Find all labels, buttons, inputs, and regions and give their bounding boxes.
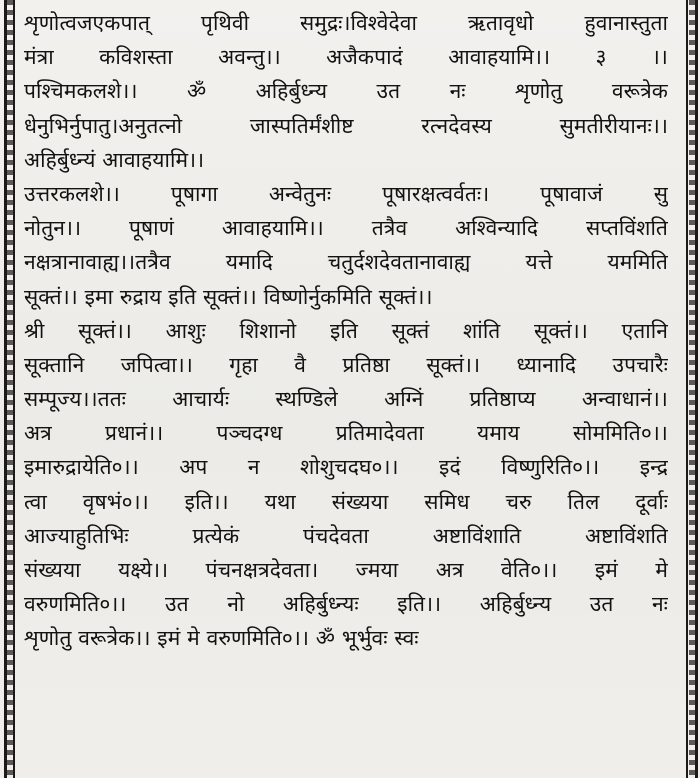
right-decorative-border [684,0,700,778]
left-decorative-border [4,0,18,778]
text-line-3: पश्चिमकलशे।। ॐ अहिर्बुध्न्य उत नः शृणोतु वरूत्रेक [24,79,668,104]
text-line-16: आज्याहुतिभिः प्रत्येकं पंचदेवता अष्टाविंशाति अष्टाविंशति [24,523,668,548]
text-line-10: श्री सूक्तं।। आशुः शिशानो इति सूक्तं शांति सूक्तं।। एतानि [24,318,668,343]
sanskrit-text-block [24,6,668,776]
text-line-6: उत्तरकलशे।। पूषागा अन्वेतुनः पूषारक्षत्वर्वतः। पूषावाजं सु [24,181,668,206]
text-line-12: सम्पूज्य।।ततः आचार्यः स्थण्डिले अग्निं प्रतिष्ठाप्य अन्वाधानं।। [24,387,668,412]
text-line-2: मंत्रा कविशस्ता अवन्तु।। अजैकपादं आवाहयामि।। ३ ।। [24,45,668,70]
text-line-7: नोतुन।। पूषाणं आवाहयामि।। तत्रैव अश्विन्यादि सप्तविंशति [24,216,668,241]
text-line-14: इमारुद्रायेति०।। अप न शोशुचदघ०।। इदं विष्णुरिति०।। इन्द्र [24,455,668,480]
text-line-15: त्वा वृषभं०।। इति।। यथा संख्यया समिध चरु तिल दूर्वाः [24,489,668,514]
text-line-13: अत्र प्रधानं।। पञ्चदग्ध प्रतिमादेवता यमाय सोममिति०।। [24,421,668,446]
text-line-8: नक्षत्रानावाह्य।।तत्रैव यमादि चतुर्दशदेवतानावाह्य यत्ते यममिति [24,250,668,275]
text-line-19: शृणोतु वरूत्रेक।। इमं मे वरुणमिति०।। ॐ भूर्भुवः स्वः [24,626,419,651]
text-line-18: वरुणमिति०।। उत नो अहिर्बुध्न्यः इति।। अहिर्बुध्न्य उत नः [24,592,668,617]
text-line-17: संख्यया यक्ष्ये।। पंचनक्षत्रदेवता। ज्मया अत्र वेति०।। इमं मे [24,558,668,582]
text-line-1: शृणोत्वजएकपात् पृथिवी समुद्रः।विश्वेदेवा ऋतावृधो हुवानास्तुता [24,11,668,35]
text-line-9: सूक्तं।। इमा रुद्राय इति सूक्तं।। विष्णोर्नुकमिति सूक्तं।। [24,284,433,309]
text-line-11: सूक्तानि जपित्वा।। गृहा वै प्रतिष्ठा सूक्तं।। ध्यानादि उपचारैः [24,352,668,377]
text-line-5: अहिर्बुध्न्यं आवाहयामि।। [24,147,205,172]
text-line-4: धेनुभिर्नुपातु।अनुतत्नो जास्पतिर्मंशीष्ट रत्नदेवस्य सुमतीरीयानः।। [24,113,668,138]
